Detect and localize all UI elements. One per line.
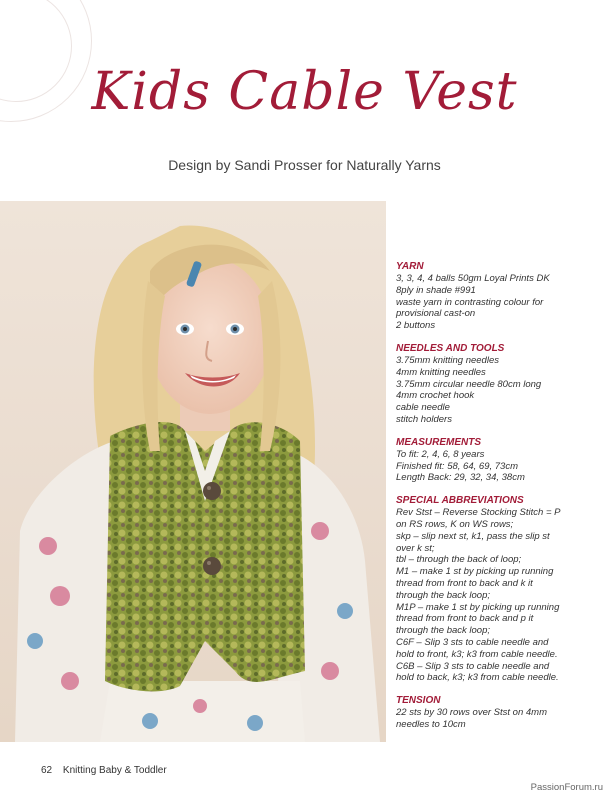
- section-heading: MEASUREMENTS: [396, 436, 482, 448]
- page-number: 62: [41, 765, 53, 776]
- detail-line: needles to 10cm: [396, 718, 466, 730]
- detail-line: thread from front to back and k it: [396, 577, 533, 589]
- detail-line: 4mm crochet hook: [396, 390, 475, 402]
- watermark: PassionForum.ru: [530, 782, 603, 793]
- yarn-section: [396, 261, 601, 332]
- detail-line: 3, 3, 4, 4 balls 50gm Loyal Prints DK: [396, 273, 550, 284]
- detail-line: over k st;: [396, 542, 435, 554]
- detail-line: hold to front, k3; k3 from cable needle.: [396, 648, 558, 660]
- detail-line: on RS rows, K on WS rows;: [396, 518, 514, 530]
- detail-line: 22 sts by 30 rows over Stst on 4mm: [396, 707, 548, 719]
- detail-line: C6F – Slip 3 sts to cable needle and: [396, 636, 549, 648]
- detail-line: 3.75mm knitting needles: [396, 354, 499, 366]
- detail-line: Finished fit: 58, 64, 69, 73cm: [396, 460, 518, 472]
- detail-line: Length Back: 29, 32, 34, 38cm: [396, 472, 525, 484]
- detail-line: cable needle: [396, 402, 450, 414]
- detail-line: 3.75mm circular needle 80cm long: [396, 378, 542, 390]
- detail-line: To fit: 2, 4, 6, 8 years: [396, 448, 485, 460]
- model-photo: [0, 201, 386, 742]
- detail-line: through the back loop;: [396, 589, 491, 601]
- designer-byline: Design by Sandi Prosser for Naturally Yarns: [168, 157, 441, 173]
- detail-line: M1P – make 1 st by picking up running: [396, 601, 560, 613]
- detail-line: waste yarn in contrasting colour for: [396, 296, 544, 308]
- abbreviations-section: [396, 495, 601, 684]
- section-heading: TENSION: [396, 695, 441, 707]
- detail-line: through the back loop;: [396, 625, 491, 637]
- section-heading: SPECIAL ABBREVIATIONS: [396, 495, 524, 507]
- detail-line: M1 – make 1 st by picking up running: [396, 566, 554, 578]
- detail-line: C6B – Slip 3 sts to cable needle and: [396, 660, 550, 672]
- detail-line: 2 buttons: [396, 320, 436, 332]
- measurements-section: [396, 437, 601, 484]
- detail-line: Rev Stst – Reverse Stocking Stitch = P: [396, 507, 561, 519]
- detail-line: 4mm knitting needles: [396, 366, 486, 378]
- detail-line: tbl – through the back of loop;: [396, 554, 522, 566]
- detail-line: thread from front to back and p it: [396, 613, 534, 625]
- needles-section: [396, 343, 601, 426]
- detail-line: 8ply in shade #991: [396, 284, 476, 296]
- page-footer: [41, 765, 167, 776]
- detail-line: hold to back, k3; k3 from cable needle.: [396, 672, 559, 684]
- magazine-name: Knitting Baby & Toddler: [62, 765, 167, 776]
- detail-line: provisional cast-on: [396, 308, 476, 320]
- section-heading: NEEDLES AND TOOLS: [396, 342, 505, 354]
- page-title: Kids Cable Vest: [91, 62, 518, 122]
- pattern-details: [396, 261, 601, 742]
- section-heading: YARN: [396, 261, 424, 272]
- tension-section: [396, 695, 601, 731]
- detail-line: skp – slip next st, k1, pass the slip st: [396, 530, 550, 542]
- detail-line: stitch holders: [396, 413, 452, 425]
